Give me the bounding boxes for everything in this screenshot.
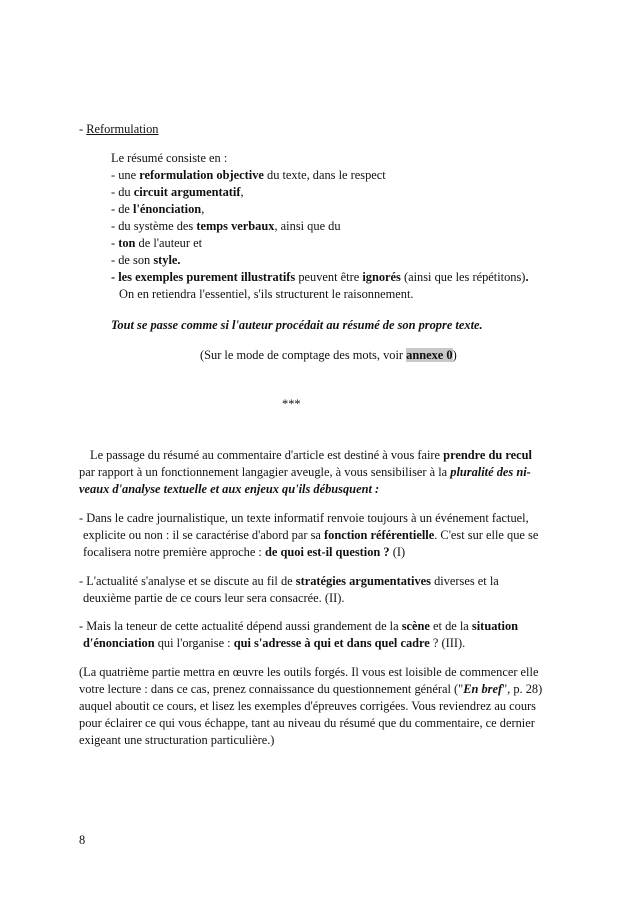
- resume-item-7: - les exemples purement illustratifs peuvent être ignorés (ainsi que les répétitons).: [111, 270, 529, 284]
- section-heading: [79, 121, 159, 138]
- closing-line-2: votre lecture : dans ce cas, prenez connaissance du questionnement général ("En bref", p. 28): [79, 682, 543, 696]
- resume-item-4: - du système des temps verbaux, ainsi que du: [111, 219, 341, 233]
- page-number: 8: [79, 833, 86, 847]
- resume-intro: Le résumé consiste en :: [111, 151, 228, 165]
- resume-item-1: - une reformulation objective du texte, dans le respect: [111, 168, 386, 182]
- resume-item-5: - ton de l'auteur et: [111, 236, 203, 250]
- closing-line-4: pour éclairer ce qui vous échappe, tant au niveau du résumé que du commentaire, ce dernier: [79, 716, 535, 730]
- annexe-link: annexe 0: [406, 348, 453, 362]
- resume-item-2: - du circuit argumentatif,: [111, 185, 244, 199]
- passage-line-1: Le passage du résumé au commentaire d'article est destiné à vous faire prendre du recul: [90, 448, 532, 462]
- resume-item-8: On en retiendra l'essentiel, s'ils structurent le raisonnement.: [119, 287, 414, 301]
- point-3-line-1: - Mais la teneur de cette actualité dépend aussi grandement de la scène et de la situation: [79, 619, 519, 633]
- point-2-line-2: deuxième partie de ce cours leur sera consacrée. (II).: [83, 591, 345, 605]
- resume-note: (Sur le mode de comptage des mots, voir annexe 0): [200, 348, 457, 362]
- point-2-line-1: - L'actualité s'analyse et se discute au fil de stratégies argumentatives diverses et la: [79, 574, 499, 588]
- point-1-line-2: explicite ou non : il se caractérise d'abord par sa fonction référentielle. C'est sur elle que se: [83, 528, 539, 542]
- section-dash: -: [79, 122, 87, 136]
- passage-line-3: veaux d'analyse textuelle et aux enjeux qu'ils débusquent :: [79, 482, 380, 496]
- separator: ***: [282, 397, 301, 411]
- point-3-line-2: d'énonciation qui l'organise : qui s'adresse à qui et dans quel cadre ? (III).: [83, 636, 466, 650]
- closing-line-3: auquel aboutit ce cours, et lisez les exemples d'épreuves corrigées. Vous reviendrez au cours: [79, 699, 536, 713]
- closing-line-5: exigeant une structuration particulière.): [79, 733, 275, 747]
- point-1-line-3: focalisera notre première approche : de quoi est-il question ? (I): [83, 545, 406, 559]
- point-1-line-1: - Dans le cadre journalistique, un texte informatif renvoie toujours à un événement factuel,: [79, 511, 529, 525]
- resume-maxim: Tout se passe comme si l'auteur procédait au résumé de son propre texte.: [111, 318, 483, 332]
- section-title: Reformulation: [86, 122, 159, 136]
- passage-line-2: par rapport à un fonctionnement langagier aveugle, à vous sensibiliser à la pluralité des ni-: [79, 465, 531, 479]
- resume-item-3: - de l'énonciation,: [111, 202, 205, 216]
- closing-line-1: (La quatrième partie mettra en œuvre les outils forgés. Il vous est loisible de commencer elle: [79, 665, 539, 679]
- resume-item-6: - de son style.: [111, 253, 181, 267]
